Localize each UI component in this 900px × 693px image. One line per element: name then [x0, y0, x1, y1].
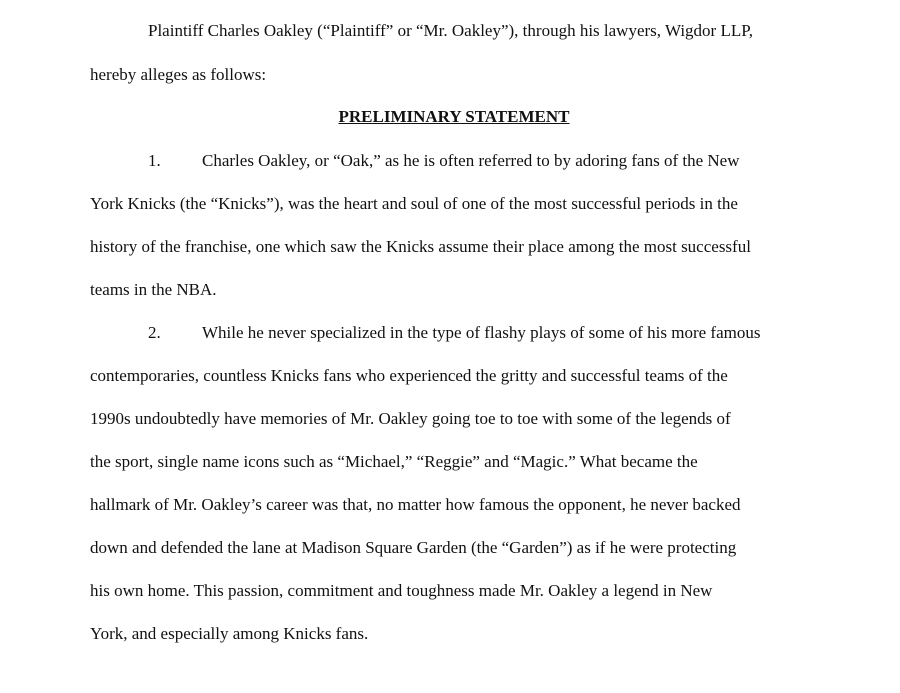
paragraph-2-line-1: While he never specialized in the type of flashy plays of some of his more famous — [202, 323, 761, 342]
paragraph-2-line-6: down and defended the lane at Madison Square Garden (the “Garden”) as if he were protecting — [90, 538, 737, 557]
paragraph-2-line-8: York, and especially among Knicks fans. — [90, 624, 369, 643]
paragraph-2-line-3: 1990s undoubtedly have memories of Mr. Oakley going toe to toe with some of the legends of — [90, 409, 731, 428]
paragraph-1-line-3: history of the franchise, one which saw the Knicks assume their place among the most successful — [90, 237, 751, 256]
intro-line-1: Plaintiff Charles Oakley (“Plaintiff” or “Mr. Oakley”), through his lawyers, Wigdor LLP, — [148, 21, 754, 40]
section-heading: PRELIMINARY STATEMENT — [338, 107, 570, 126]
paragraph-1-line-4: teams in the NBA. — [90, 280, 217, 299]
paragraph-number-2: 2. — [148, 323, 161, 342]
paragraph-2-line-5: hallmark of Mr. Oakley’s career was that, no matter how famous the opponent, he never backed — [90, 495, 741, 514]
paragraph-2-line-7: his own home. This passion, commitment and toughness made Mr. Oakley a legend in New — [90, 581, 713, 600]
paragraph-1-line-2: York Knicks (the “Knicks”), was the heart and soul of one of the most successful periods in the — [90, 194, 738, 213]
paragraph-number-1: 1. — [148, 151, 161, 170]
paragraph-1-line-1: Charles Oakley, or “Oak,” as he is often referred to by adoring fans of the New — [202, 151, 740, 170]
paragraph-2-line-4: the sport, single name icons such as “Michael,” “Reggie” and “Magic.” What became the — [90, 452, 698, 471]
intro-line-2: hereby alleges as follows: — [90, 65, 267, 84]
paragraph-2-line-2: contemporaries, countless Knicks fans who experienced the gritty and successful teams of the — [90, 366, 728, 385]
